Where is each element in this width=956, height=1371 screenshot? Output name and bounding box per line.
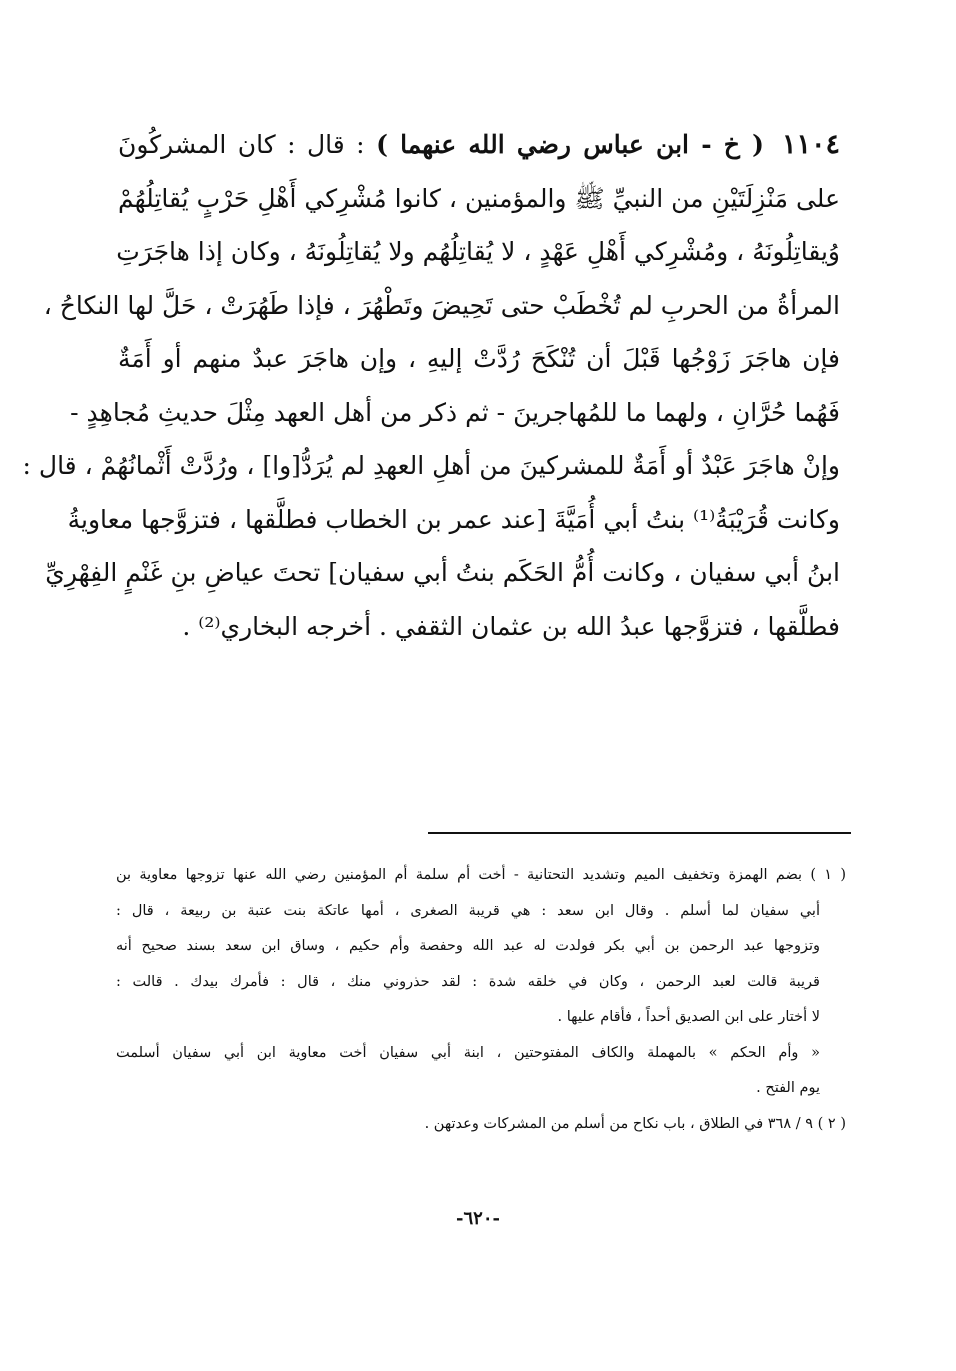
hadith-line-4: المرأةُ من الحربِ لم تُخْطَبْ حتى تَحِيضَ وتَطْهُرَ ، فإذا طَهُرَتْ ، حَلَّ لها النكاحُ ، — [43, 290, 840, 320]
footnote-line-7: يوم الفتح . — [756, 1080, 820, 1096]
footnote-line-8: ( ٢ ) ٩ / ٣٦٨ في الطلاق ، باب نكاح من أسلم من المشركات وعدتهن . — [424, 1115, 846, 1132]
hadith-line-7: وإنْ هاجَرَ عَبْدٌ أو أَمَةٌ للمشركينَ من أهلِ العهدِ لم يُرَدُّ[وا] ، ورُدَّتْ أَثْمانُهُمْ ، قال : — [22, 451, 840, 480]
footnote-line-6: « وأم الحكم » بالمهملة والكاف المفتوحتين ، ابنة أبي سفيان أخت معاوية ابن أبي سفيان أسلمت — [116, 1044, 820, 1061]
hadith-line-5: فإن هاجَرَ زَوْجُها قَبْلَ أن تُنْكَحَ رُدَّتْ إليهِ ، وإن هاجَرَ عبدٌ منهم أو أَمَةٌ — [118, 344, 840, 373]
footnotes — [116, 858, 846, 1142]
hadith-line-9: ابنُ أبي سفيان ، وكانت أُمُّ الحَكَم بنتُ أبي سفيان] تحتَ عياضِ بنِ غَنْمٍ الفِهْرِيِّ — [45, 558, 840, 587]
hadith-source-tag: ( خ - ابن عباس رضي الله عنهما ) — [376, 130, 764, 159]
hadith-line-8: وكانت قُرَيْبَةُ⁽¹⁾ بنتُ أبي أُمَيَّةَ [عند عمر بن الخطاب فطلَّقها ، فتزوَّجها معاويةُ — [67, 504, 840, 534]
hadith-line-1 — [118, 118, 840, 172]
footnote-line-3: وتزوجها عبد الرحمن بن أبي بكر فولدت له عبد الله وحفصة وأم حكيم ، وساق ابن سعد بسند صحيح أنه — [116, 938, 820, 954]
hadith-line-2: على مَنْزِلَتَيْنِ من النبيِّ ﷺ والمؤمنين ، كانوا مُشْرِكي أَهْلِ حَرْبٍ يُقاتِلُهُمْ — [118, 183, 840, 213]
footnote-line-1: ( ١ ) بضم الهمزة وتخفيف الميم وتشديد التحتانية - أخت أم سلمة أم المؤمنين رضي الله عنها تزوجها معاوية بن — [116, 867, 846, 883]
hadith-text — [22, 118, 841, 653]
footnote-line-5: لا أختار على ابن الصديق أحداً ، فأقام عليها . — [557, 1009, 820, 1025]
hadith-number: ١١٠٤ — [782, 129, 841, 160]
hadith-line-10: فطلَّقها ، فتزوَّجها عبدُ الله بن عثمان الثقفي . أخرجه البخاري⁽²⁾ . — [182, 611, 840, 641]
hadith-line-6: فَهُما حُرَّانِ ، ولهما ما للمُهاجرينَ - ثم ذكر من أهل العهد مِثْلَ حديثِ مُجاهِدٍ - — [70, 397, 840, 427]
hadith-line-3: وُيقاتِلُونَهُ ، ومُشْرِكي أَهْلِ عَهْدٍ ، لا يُقاتِلُهُم ولا يُقاتِلُونَهُ ، وكان إذا هاجَرَتِ — [116, 237, 840, 266]
footnote-divider — [428, 832, 851, 834]
hadith-line-text: : قال : كان المشركُونَ — [118, 130, 377, 159]
page-number: -٦٢٠- — [456, 1208, 500, 1229]
footnote-line-4: قريبة قالت لعبد الرحمن ، وكان في خلقه شدة : لقد حذروني منك ، قال : فأمرك بيدك . قالت : — [116, 973, 820, 990]
footnote-line-2: أبي سفيان لما أسلم . وقال ابن سعد : هي قريبة الصغرى ، أمها عاتكة بنت عتبة بن ربيعة ، قال : — [116, 902, 820, 919]
